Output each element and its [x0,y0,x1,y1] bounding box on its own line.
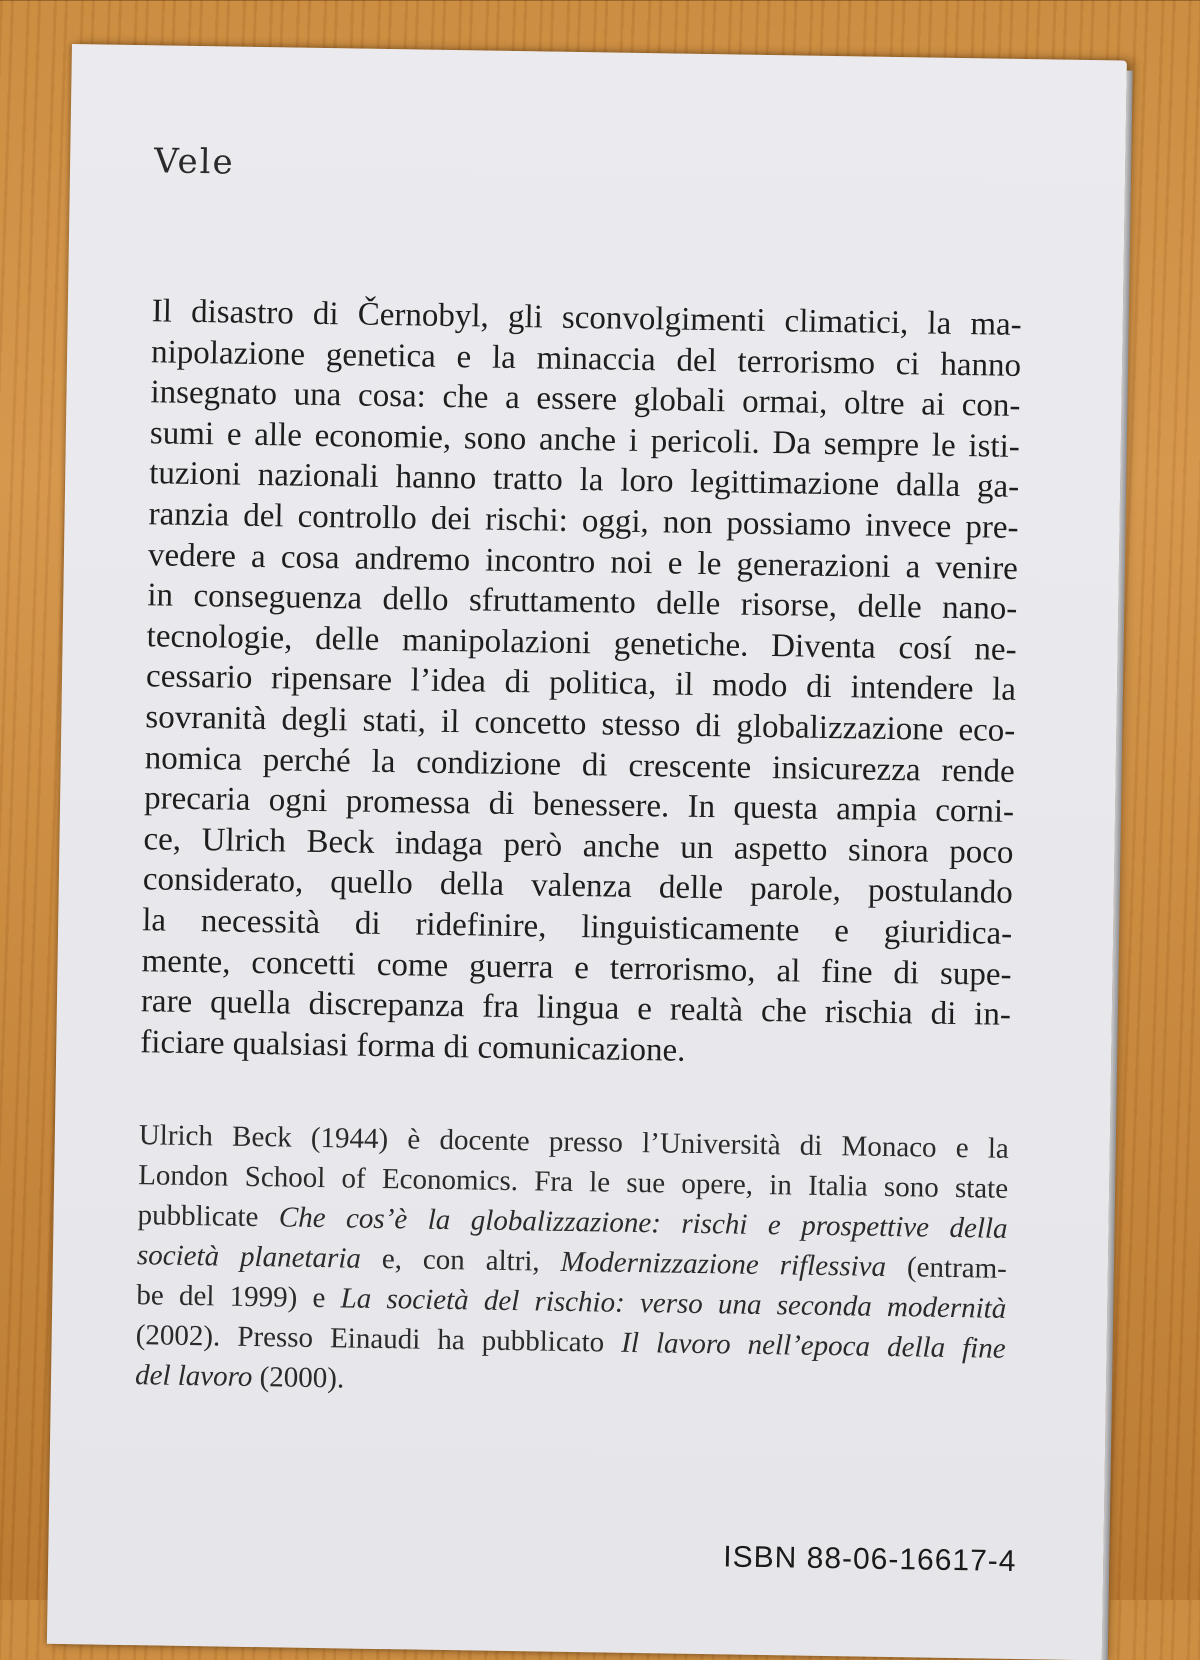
blurb-line: tuzioni nazionali hanno tratto la loro legittimazione dalla ga- [148,455,1020,506]
bio-text: (2002). Presso Einaudi ha pubblicato [135,1319,622,1359]
bio-text: pubblicate [137,1199,280,1234]
bio-text: be del 1999) e [136,1279,341,1315]
blurb-line: considerato, quello della valenza delle parole, postulando [142,861,1014,912]
blurb-line: precaria ogni promessa di benessere. In questa ampia corni- [143,780,1015,831]
bio-line: London School of Economics. Fra le sue opere, in Italia sono state [137,1159,1009,1205]
blurb-line: ficiare qualsiasi forma di comunicazione. [140,1023,686,1069]
blurb-line: sovranità degli stati, il concetto stesso di globalizzazione eco- [145,699,1016,749]
book-title: Il lavoro nell’epoca della fine [620,1326,1006,1365]
bio-line: Ulrich Beck (1944) è docente presso l’Università di Monaco e la [138,1119,1010,1165]
bio-text: e, con altri, [360,1242,561,1278]
blurb-line: insegnato una cosa: che a essere globali ormai, oltre ai con- [150,374,1021,425]
blurb-line: la necessità di ridefinire, linguisticamente e giuridica- [141,902,1013,952]
bio-text: (entram- [885,1250,1008,1285]
blurb-text [140,291,1022,1076]
book-title: società planetaria [136,1239,362,1275]
isbn: ISBN 88-06-16617-4 [723,1540,1017,1579]
blurb-line: mente, concetti come guerra e terrorismo, al fine di supe- [141,942,1012,993]
blurb-line: Il disastro di Černobyl, gli sconvolgimenti climatici, la ma- [151,293,1022,343]
blurb-line: nipolazione genetica e la minaccia del terrorismo ci hanno [150,333,1022,384]
blurb-line: in conseguenza dello sfruttamento delle risorse, delle nano- [147,577,1018,628]
blurb-line: ranzia del controllo dei rischi: oggi, non possiamo invece pre- [148,496,1019,546]
series-title: Vele [153,141,236,183]
book-title: La società del rischio: verso una seconda modernità [340,1282,1007,1325]
book-back-cover [47,44,1127,1660]
blurb-line: cessario ripensare l’idea di politica, il modo di intendere la [145,658,1017,709]
blurb-line: vedere a cosa andremo incontro noi e le generazioni a venire [147,536,1019,587]
blurb-line: ce, Ulrich Beck indaga però anche un aspetto sinora poco [143,820,1014,871]
blurb-line: tecnologie, delle manipolazioni genetiche. Diventa cosí ne- [146,617,1017,668]
wood-grain [0,0,1200,1]
blurb-line: sumi e alle economie, sono anche i pericoli. Da sempre le isti- [149,415,1021,465]
book-title: Modernizzazione riflessiva [560,1245,887,1283]
book-title: del lavoro [134,1359,253,1393]
book-edge [1102,71,1133,1660]
book-title: Che cos’è la globalizzazione: rischi e prospettive della [278,1201,1008,1245]
blurb-line: rare quella discrepanza fra lingua e realtà che rischia di in- [140,983,1012,1033]
author-bio [135,1115,1009,1409]
bio-text: (2000). [252,1361,345,1395]
blurb-line: nomica perché la condizione di crescente insicurezza rende [144,739,1015,790]
